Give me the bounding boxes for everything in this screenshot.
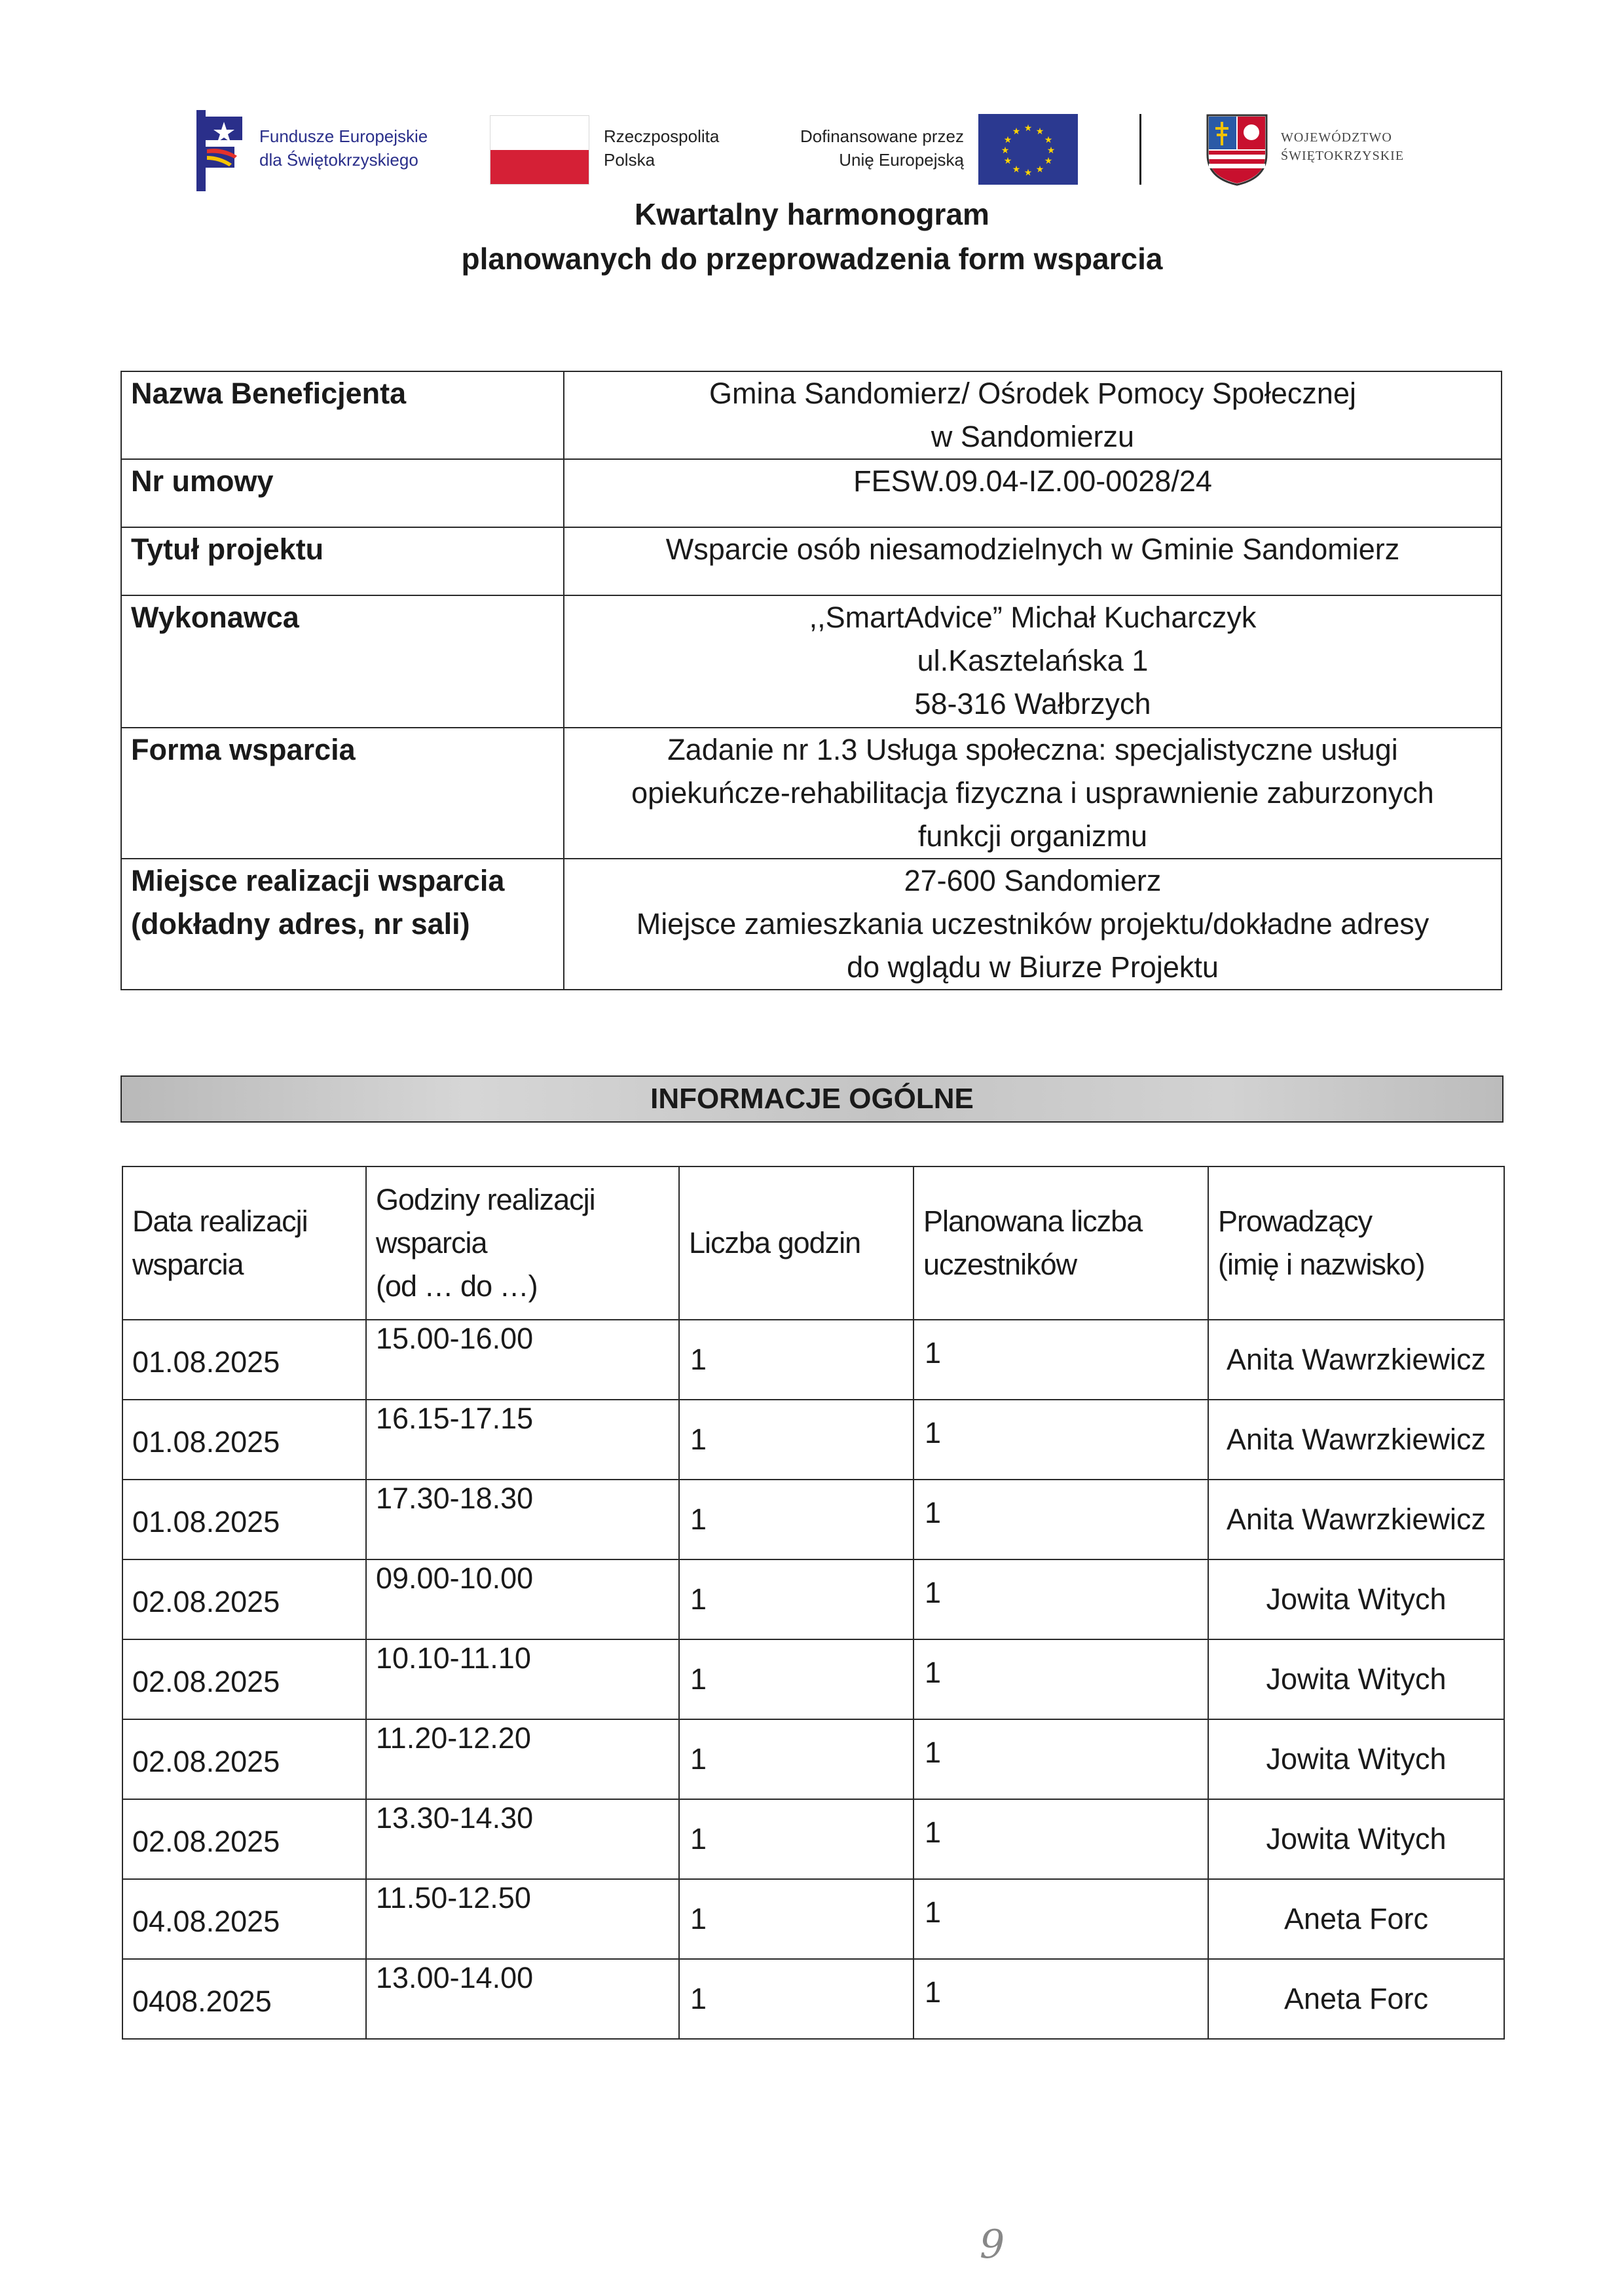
- svg-text:★: ★: [1003, 135, 1012, 145]
- cell-date-text: 01.08.2025: [132, 1425, 280, 1459]
- cell-participants: [913, 1639, 1208, 1719]
- info-label: Tytuł projektu: [121, 527, 564, 595]
- table-row: [122, 1320, 1504, 1400]
- cell-date: [122, 1799, 366, 1879]
- cell-date: [122, 1480, 366, 1559]
- info-value-line: funkcji organizmu: [917, 819, 1148, 853]
- header-participants-line: uczestników: [923, 1248, 1077, 1281]
- info-label: [121, 859, 564, 990]
- svg-text:★: ★: [1024, 123, 1033, 134]
- svg-text:★: ★: [1044, 135, 1053, 145]
- cell-participants: [913, 1959, 1208, 2039]
- cell-participants: [913, 1799, 1208, 1879]
- cell-leader-text: Jowita Witych: [1266, 1822, 1447, 1856]
- cell-participants-text: 1: [925, 1895, 942, 1929]
- cell-hours-text: 09.00-10.00: [376, 1561, 534, 1595]
- info-row-contract: [121, 459, 1502, 527]
- svg-text:★: ★: [1003, 156, 1012, 166]
- eu-stars-icon: [978, 114, 1078, 185]
- rp-logo-line2: Polska: [604, 150, 655, 170]
- info-value: [564, 595, 1502, 728]
- cell-leader: [1208, 1959, 1504, 2039]
- cell-date-text: 01.08.2025: [132, 1345, 280, 1379]
- cell-hours: [366, 1959, 679, 2039]
- fe-logo: [196, 110, 249, 195]
- cell-leader-text: Jowita Witych: [1266, 1582, 1447, 1616]
- cell-count-text: 1: [690, 1902, 707, 1935]
- cell-hours: [366, 1719, 679, 1799]
- cell-count: [679, 1480, 913, 1559]
- cell-participants-text: 1: [925, 1816, 942, 1849]
- cell-leader-text: Anita Wawrzkiewicz: [1227, 1343, 1486, 1376]
- svg-text:★: ★: [1001, 145, 1010, 156]
- info-value-line: opiekuńcze-rehabilitacja fizyczna i usprawnienie zaburzonych: [631, 776, 1434, 810]
- table-row: [122, 1879, 1504, 1959]
- cell-hours-text: 13.30-14.30: [376, 1801, 534, 1835]
- info-value: [564, 459, 1502, 527]
- cell-hours-text: 10.10-11.10: [376, 1641, 531, 1675]
- eu-flag-icon: [978, 114, 1078, 185]
- cell-hours: [366, 1400, 679, 1480]
- info-value: [564, 859, 1502, 990]
- header-participants: [913, 1166, 1208, 1320]
- info-label: Wykonawca: [121, 595, 564, 728]
- svg-text:★: ★: [1044, 156, 1053, 166]
- header-hours-line: Godziny realizacji: [376, 1183, 595, 1216]
- rp-logo-text: [604, 124, 719, 172]
- cell-participants: [913, 1879, 1208, 1959]
- cell-count: [679, 1719, 913, 1799]
- info-value: [564, 728, 1502, 859]
- cell-leader-text: Jowita Witych: [1266, 1662, 1447, 1696]
- cell-count-text: 1: [690, 1502, 707, 1536]
- ue-logo-text: [770, 124, 964, 172]
- table-row: [122, 1719, 1504, 1799]
- cell-participants: [913, 1320, 1208, 1400]
- info-value-line: Zadanie nr 1.3 Usługa społeczna: specjalistyczne usługi: [667, 733, 1398, 766]
- cell-count: [679, 1879, 913, 1959]
- page-number: 9: [980, 2222, 1005, 2267]
- cell-hours: [366, 1320, 679, 1400]
- header-date-line: Data realizacji: [132, 1204, 308, 1238]
- info-value-line: w Sandomierzu: [931, 420, 1135, 453]
- header-hours-line: (od … do …): [376, 1269, 538, 1303]
- cell-leader: [1208, 1639, 1504, 1719]
- cell-leader-text: Anita Wawrzkiewicz: [1227, 1502, 1486, 1536]
- cell-participants: [913, 1559, 1208, 1639]
- document-subtitle: planowanych do przeprowadzenia form wsparcia: [461, 242, 1163, 276]
- cell-hours: [366, 1799, 679, 1879]
- cell-date: [122, 1320, 366, 1400]
- info-value-line: Wsparcie osób niesamodzielnych w Gminie Sandomierz: [665, 532, 1400, 566]
- schedule-header-row: [122, 1166, 1504, 1320]
- cell-leader: [1208, 1400, 1504, 1480]
- info-value-line: FESW.09.04-IZ.00-0028/24: [853, 464, 1212, 498]
- cell-hours-text: 15.00-16.00: [376, 1322, 534, 1355]
- sw-logo-line2: ŚWIĘTOKRZYSKIE: [1281, 149, 1405, 163]
- cell-date-text: 01.08.2025: [132, 1505, 280, 1539]
- rp-logo-line1: Rzeczpospolita: [604, 126, 720, 146]
- cell-leader: [1208, 1799, 1504, 1879]
- fe-logo-line2: dla Świętokrzyskiego: [259, 150, 418, 170]
- cell-count-text: 1: [690, 1423, 707, 1456]
- cell-count-text: 1: [690, 1582, 707, 1616]
- info-row-location: [121, 859, 1502, 990]
- cell-hours: [366, 1480, 679, 1559]
- info-value: [564, 371, 1502, 459]
- fe-logo-text: [259, 124, 428, 172]
- cell-leader-text: Anita Wawrzkiewicz: [1227, 1423, 1486, 1456]
- cell-participants-text: 1: [925, 1496, 942, 1529]
- svg-text:★: ★: [1012, 126, 1021, 137]
- cell-leader: [1208, 1320, 1504, 1400]
- header-hour-count: [679, 1166, 913, 1320]
- cell-count-text: 1: [690, 1822, 707, 1856]
- polish-flag-icon: [490, 115, 589, 185]
- header-hours: [366, 1166, 679, 1320]
- cell-participants: [913, 1719, 1208, 1799]
- cell-date: [122, 1959, 366, 2039]
- header-leader: [1208, 1166, 1504, 1320]
- cell-leader: [1208, 1879, 1504, 1959]
- sw-logo-text: [1281, 128, 1404, 165]
- info-value-line: ,,SmartAdvice” Michał Kucharczyk: [809, 601, 1257, 634]
- cell-hours-text: 17.30-18.30: [376, 1482, 534, 1515]
- info-value-line: Miejsce zamieszkania uczestników projektu/dokładne adresy: [636, 907, 1430, 941]
- info-value-line: 27-600 Sandomierz: [904, 864, 1162, 897]
- cell-participants-text: 1: [925, 1336, 942, 1370]
- cell-date: [122, 1719, 366, 1799]
- fe-star-logo-icon: [196, 110, 249, 191]
- cell-leader: [1208, 1480, 1504, 1559]
- header-date: [122, 1166, 366, 1320]
- info-label: Forma wsparcia: [121, 728, 564, 859]
- cell-date: [122, 1400, 366, 1480]
- section-banner-general-info: INFORMACJE OGÓLNE: [120, 1075, 1504, 1123]
- info-label-line: Miejsce realizacji wsparcia: [131, 864, 505, 897]
- svg-text:★: ★: [1035, 126, 1044, 137]
- header-leader-line: Prowadzący: [1218, 1204, 1373, 1238]
- cell-hours-text: 16.15-17.15: [376, 1402, 534, 1435]
- svg-text:★: ★: [1012, 164, 1021, 175]
- header-leader-line: (imię i nazwisko): [1218, 1248, 1425, 1281]
- cell-hours: [366, 1559, 679, 1639]
- header-count-line: Liczba godzin: [689, 1226, 861, 1259]
- cell-count-text: 1: [690, 1742, 707, 1776]
- cell-date-text: 0408.2025: [132, 1985, 272, 2018]
- cell-date-text: 02.08.2025: [132, 1745, 280, 1778]
- cell-participants-text: 1: [925, 1576, 942, 1609]
- table-row: [122, 1639, 1504, 1719]
- cell-date: [122, 1879, 366, 1959]
- coat-of-arms-icon: [1205, 113, 1269, 187]
- cell-count-text: 1: [690, 1662, 707, 1696]
- cell-hours-text: 11.50-12.50: [376, 1881, 531, 1914]
- beneficiary-info-table: [120, 371, 1502, 990]
- info-value: [564, 527, 1502, 595]
- cell-count: [679, 1959, 913, 2039]
- cell-participants-text: 1: [925, 1416, 942, 1449]
- cell-leader-text: Aneta Forc: [1283, 1982, 1429, 2015]
- info-value-line: 58-316 Wałbrzych: [914, 687, 1151, 720]
- cell-date-text: 02.08.2025: [132, 1665, 280, 1698]
- sw-logo-line1: WOJEWÓDZTWO: [1281, 130, 1392, 145]
- info-label: Nazwa Beneficjenta: [121, 371, 564, 459]
- info-row-support-form: [121, 728, 1502, 859]
- header-participants-line: Planowana liczba: [923, 1204, 1143, 1238]
- cell-leader: [1208, 1719, 1504, 1799]
- cell-date-text: 02.08.2025: [132, 1825, 280, 1858]
- table-row: [122, 1480, 1504, 1559]
- cell-date: [122, 1559, 366, 1639]
- cell-leader-text: Aneta Forc: [1283, 1902, 1429, 1935]
- svg-text:★: ★: [1046, 145, 1056, 156]
- info-label-line: (dokładny adres, nr sali): [131, 907, 470, 941]
- cell-hours: [366, 1639, 679, 1719]
- cell-hours: [366, 1879, 679, 1959]
- cell-hours-text: 11.20-12.20: [376, 1721, 531, 1755]
- info-row-beneficiary: [121, 371, 1502, 459]
- ue-logo-line2: Unię Europejską: [839, 150, 964, 170]
- cell-participants-text: 1: [925, 1656, 942, 1689]
- flag-white-stripe: [490, 116, 589, 150]
- info-value-line: do wglądu w Biurze Projektu: [847, 950, 1219, 984]
- info-row-project-title: [121, 527, 1502, 595]
- cell-date: [122, 1639, 366, 1719]
- table-row: [122, 1400, 1504, 1480]
- header-hours-line: wsparcia: [376, 1226, 487, 1259]
- flag-red-stripe: [490, 150, 589, 184]
- cell-count-text: 1: [690, 1982, 707, 2015]
- cell-participants: [913, 1480, 1208, 1559]
- cell-leader: [1208, 1559, 1504, 1639]
- header-date-line: wsparcia: [132, 1248, 244, 1281]
- table-row: [122, 1559, 1504, 1639]
- logo-separator: [1139, 114, 1141, 185]
- cell-date-text: 04.08.2025: [132, 1905, 280, 1938]
- document-title: Kwartalny harmonogram: [635, 197, 989, 231]
- cell-count: [679, 1639, 913, 1719]
- cell-count: [679, 1320, 913, 1400]
- cell-count-text: 1: [690, 1343, 707, 1376]
- cell-count: [679, 1400, 913, 1480]
- info-value-line: Gmina Sandomierz/ Ośrodek Pomocy Społecznej: [709, 377, 1356, 410]
- svg-text:★: ★: [1035, 164, 1044, 175]
- info-label: Nr umowy: [121, 459, 564, 527]
- info-row-contractor: [121, 595, 1502, 728]
- schedule-table: [122, 1166, 1505, 2040]
- svg-text:★: ★: [1024, 168, 1033, 178]
- cell-participants-text: 1: [925, 1736, 942, 1769]
- cell-count: [679, 1559, 913, 1639]
- cell-hours-text: 13.00-14.00: [376, 1961, 534, 1994]
- table-row: [122, 1959, 1504, 2039]
- fe-logo-line1: Fundusze Europejskie: [259, 126, 428, 146]
- cell-participants-text: 1: [925, 1975, 942, 2009]
- info-value-line: ul.Kasztelańska 1: [917, 644, 1149, 677]
- cell-count: [679, 1799, 913, 1879]
- cell-leader-text: Jowita Witych: [1266, 1742, 1447, 1776]
- table-row: [122, 1799, 1504, 1879]
- cell-date-text: 02.08.2025: [132, 1585, 280, 1618]
- ue-logo-line1: Dofinansowane przez: [800, 126, 964, 146]
- cell-participants: [913, 1400, 1208, 1480]
